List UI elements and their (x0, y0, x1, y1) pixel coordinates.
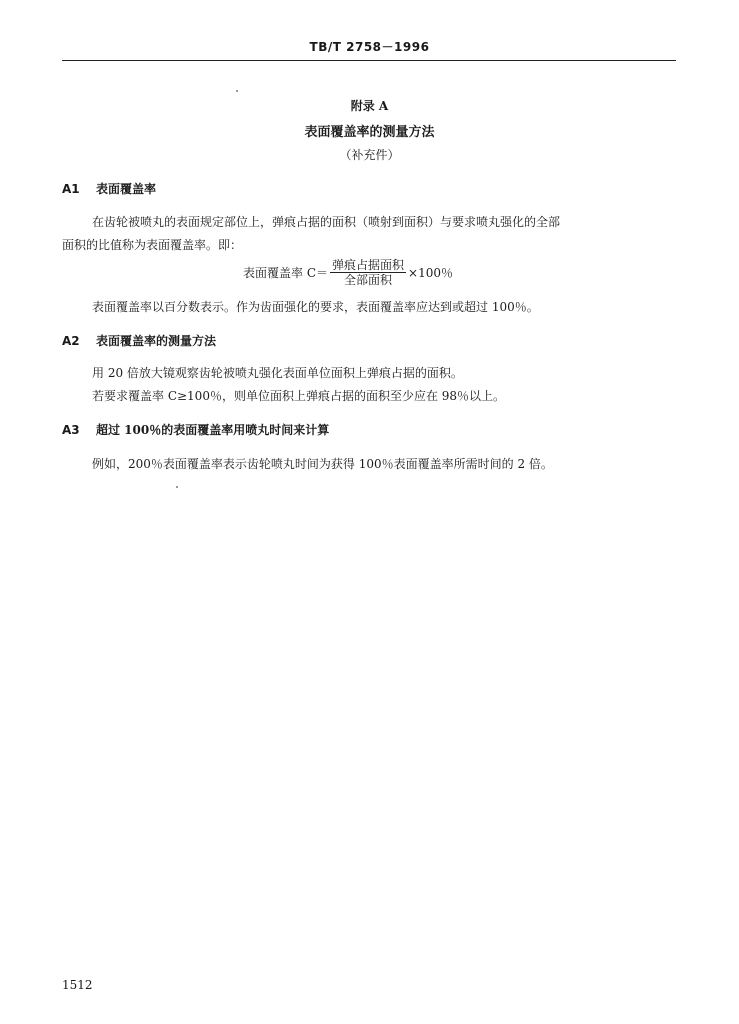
section-a1-heading (62, 180, 156, 197)
section-a3-heading (62, 421, 329, 438)
paragraph-line: 用 20 倍放大镜观察齿轮被喷丸强化表面单位面积上弹痕占据的面积。 (92, 366, 463, 380)
section-number: A1 (62, 182, 80, 196)
formula-fraction (330, 258, 406, 287)
section-number: A2 (62, 334, 80, 348)
formula-rhs: ×100％ (408, 266, 453, 280)
section-title: 超过 100％的表面覆盖率用喷丸时间来计算 (96, 423, 330, 437)
paragraph-line: 表面覆盖率以百分数表示。作为齿面强化的要求，表面覆盖率应达到或超过 100％。 (92, 300, 539, 314)
scan-speck (236, 90, 238, 92)
appendix-label: 附录 A (350, 99, 389, 113)
appendix-note: （补充件） (339, 148, 400, 162)
paragraph-line: 面积的比值称为表面覆盖率。即： (62, 238, 243, 252)
scan-speck (176, 486, 178, 488)
header-rule (62, 60, 676, 61)
section-title: 表面覆盖率 (96, 182, 157, 196)
paragraph-line: 例如，200％表面覆盖率表示齿轮喷丸时间为获得 100％表面覆盖率所需时间的 2 倍。 (92, 457, 553, 471)
section-number: A3 (62, 423, 80, 437)
paragraph-line: 若要求覆盖率 C≥100％，则单位面积上弹痕占据的面积至少应在 98％以上。 (92, 389, 506, 403)
paragraph-line: 在齿轮被喷丸的表面规定部位上，弹痕占据的面积（喷射到面积）与要求喷丸强化的全部 (92, 215, 561, 229)
coverage-formula (243, 258, 453, 287)
formula-lhs: 表面覆盖率 C＝ (243, 266, 328, 280)
formula-numerator: 弹痕占据面积 (332, 258, 405, 272)
page-number: 1512 (62, 978, 93, 992)
section-title: 表面覆盖率的测量方法 (96, 334, 217, 348)
standard-code: TB/T 2758－1996 (309, 40, 430, 54)
appendix-title: 表面覆盖率的测量方法 (304, 125, 435, 140)
section-a2-heading (62, 332, 216, 349)
formula-denominator: 全部面积 (344, 273, 393, 287)
